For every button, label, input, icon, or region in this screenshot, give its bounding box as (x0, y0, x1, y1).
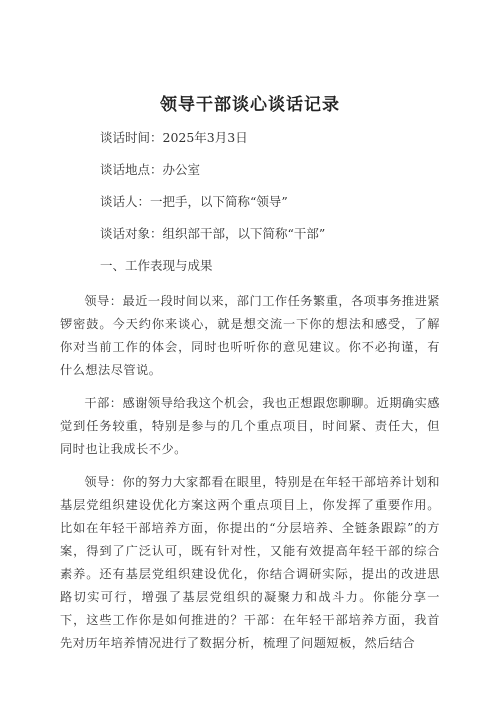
meta-speaker: 谈话人：一把手，以下简称“领导” (100, 194, 288, 209)
meta-target: 谈话对象：组织部干部，以下简称“干部” (100, 226, 326, 241)
section-heading: 一、工作表现与成果 (100, 258, 213, 273)
paragraph: 干部：感谢领导给我这个机会，我也正想跟您聊聊。近期确实感觉到任务较重，特别是参与的几个重点项目，时间紧、责任大，但同时也让我成长不少。 (60, 396, 440, 456)
paragraph: 领导：你的努力大家都看在眼里，特别是在年轻干部培养计划和基层党组织建设优化方案这两个重点项目上，你发挥了重要作用。比如在年轻干部培养方面，你提出的“分层培养、全链条跟踪”的方案，得到了广泛认可，既有针对性，又能有效提高年轻干部的综合素养。还有基层党组织建设优化，你结合调研实际，提出的改进思路切实可行，增强了基层党组织的凝聚力和战斗力。你能分享一下，这些工作你是如何推进的？干部：在年轻干部培养方面，我首先对历年培养情况进行了数据分析，梳理了问题短板，然后结合 (60, 475, 440, 650)
meta-time: 谈话时间：2025年3月3日 (100, 130, 248, 145)
document-title: 领导干部谈心谈话记录 (160, 95, 340, 115)
paragraph: 领导：最近一段时间以来，部门工作任务繁重，各项事务推进紧锣密鼓。今天约你来谈心，就是想交流一下你的想法和感受，了解你对当前工作的体会，同时也听听你的意见建议。你不必拘谨，有什么想法尽管说。 (60, 294, 440, 377)
meta-place: 谈话地点：办公室 (100, 162, 201, 177)
